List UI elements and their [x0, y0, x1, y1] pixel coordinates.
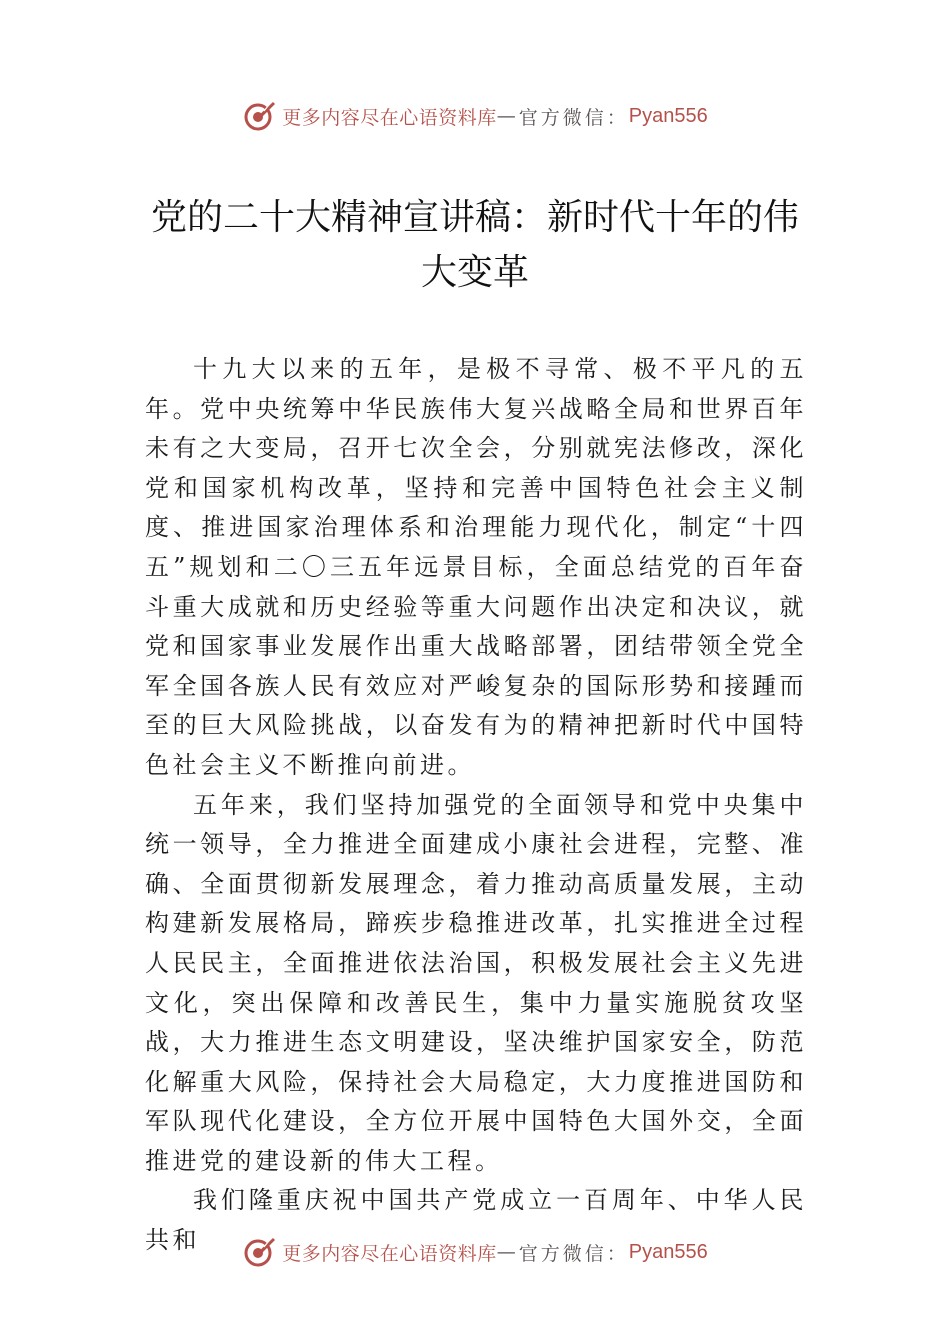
watermark-contact-label: 官方微信：	[518, 1242, 629, 1265]
watermark-dash: —	[496, 105, 519, 127]
document-body	[145, 350, 807, 1261]
paragraph: 十九大以来的五年，是极不寻常、极不平凡的五年。党中央统筹中华民族伟大复兴战略全局和世界百年未有之大变局，召开七次全会，分别就宪法修改，深化党和国家机构改革，坚持和完善中国特色社会主义制度、推进国家治理体系和治理能力现代化，制定“十四五”规划和二〇三五年远景目标，全面总结党的百年奋斗重大成就和历史经验等重大问题作出决定和决议，就党和国家事业发展作出重大战略部署，团结带领全党全军全国各族人民有效应对严峻复杂的国际形势和接踵而至的巨大风险挑战，以奋发有为的精神把新时代中国特色社会主义不断推向前进。	[145, 355, 807, 779]
watermark-contact-id: Pyan556	[628, 104, 708, 127]
paragraph: 五年来，我们坚持加强党的全面领导和党中央集中统一领导，全力推进全面建成小康社会进程，完整、准确、全面贯彻新发展理念，着力推动高质量发展，主动构建新发展格局，蹄疾步稳推进改革，扎实推进全过程人民民主，全面推进依法治国，积极发展社会主义先进文化，突出保障和改善民生，集中力量实施脱贫攻坚战，大力推进生态文明建设，坚决维护国家安全，防范化解重大风险，保持社会大局稳定，大力度推进国防和军队现代化建设，全方位开展中国特色大国外交，全面推进党的建设新的伟大工程。	[145, 790, 807, 1175]
watermark-dash: —	[496, 1241, 519, 1263]
watermark-header	[0, 96, 950, 136]
quill-logo-icon	[242, 98, 278, 134]
quill-logo-icon	[242, 1234, 278, 1270]
document-title: 党的二十大精神宣讲稿：新时代十年的伟大变革	[150, 197, 799, 293]
paragraph: 我们隆重庆祝中国共产党成立一百周年、中华人民共和	[145, 1186, 807, 1255]
watermark-footer	[0, 1232, 950, 1272]
watermark-site-text: 更多内容尽在心语资料库	[282, 106, 497, 129]
watermark-site-text: 更多内容尽在心语资料库	[282, 1242, 497, 1265]
watermark-contact-label: 官方微信：	[518, 106, 629, 129]
watermark-contact-id: Pyan556	[628, 1240, 708, 1263]
